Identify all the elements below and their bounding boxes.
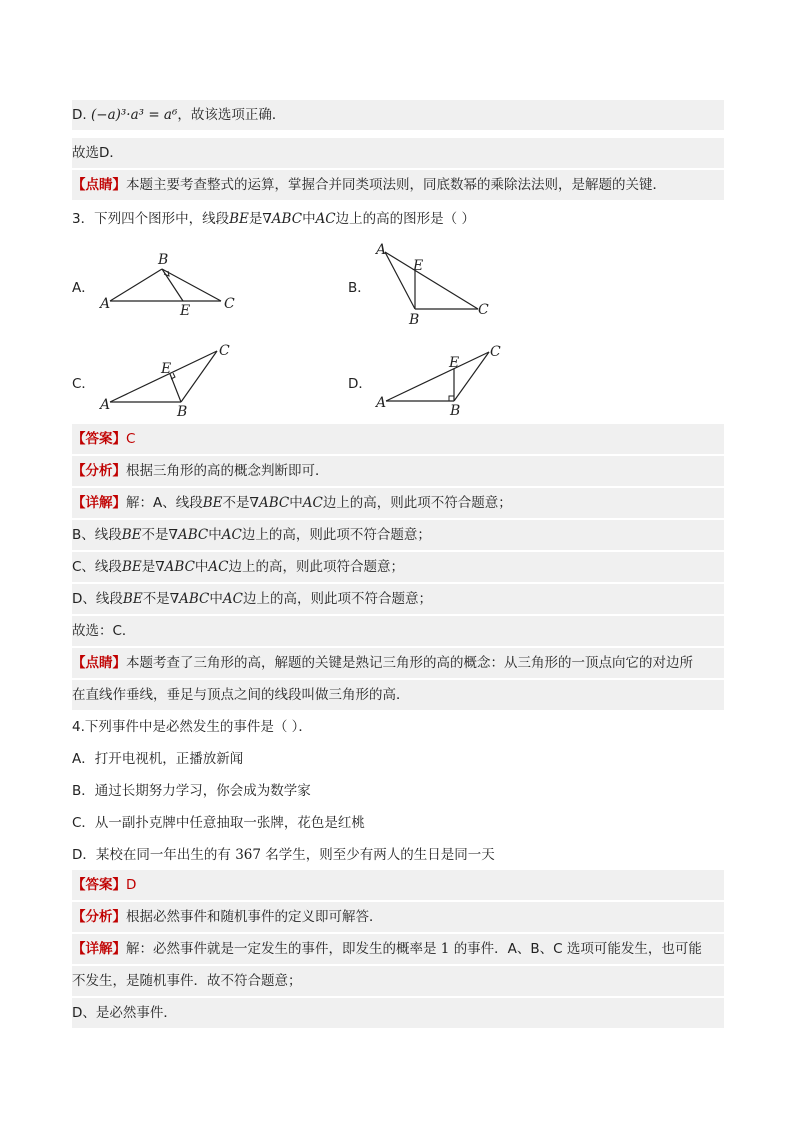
triangle-figure-b [370,240,500,330]
vertex-c-label: C [219,343,230,359]
option-d-label: D． [348,376,372,392]
q4-option-b: B．通过长期努力学习，你会成为数学家 [72,783,311,799]
triangle-figure-d [374,340,514,420]
option-c-label: C． [72,376,95,392]
q3-conclusion: 故选：C． [72,616,724,646]
q4-detail-line-3: D、是必然事件． [72,998,724,1028]
vertex-a-label: A [100,397,111,413]
answer-tag: 【答案】 [72,877,126,893]
vertex-c-label: C [478,302,489,318]
vertex-c-label: C [490,344,501,360]
vertex-e-label: E [161,361,172,377]
q4-analysis: 【分析】根据必然事件和随机事件的定义即可解答． [72,902,724,932]
comment-tag: 【点睛】 [72,177,126,193]
q4-detail-line-2: 不发生，是随机事件．故不符合题意； [72,966,724,996]
answer-tag: 【答案】 [72,431,126,447]
option-d-expression: (−a)³·a³ = a⁶ [90,107,178,123]
q3-detail-line-3: C、线段BE是∇ABC中AC边上的高，则此项符合题意； [72,552,724,582]
q3-detail-line-4: D、线段BE不是∇ABC中AC边上的高，则此项不符合题意； [72,584,724,614]
triangle-figure-a [98,250,248,320]
q4-detail-line-1: 【详解】解：必然事件就是一定发生的事件，即发生的概率是 1 的事件．A、B、C 选项可能发生，也可能 [72,934,724,964]
vertex-b-label: B [409,312,420,328]
answer-value: C [126,431,136,447]
prev-option-d: D. (−a)³·a³ = a⁶，故该选项正确． [72,100,724,130]
vertex-e-label: E [180,303,191,319]
q4-option-c: C．从一副扑克牌中任意抽取一张牌，花色是红桃 [72,815,365,831]
vertex-b-label: B [177,404,188,420]
q3-detail-line-2: B、线段BE不是∇ABC中AC边上的高，则此项不符合题意； [72,520,724,550]
detail-tag: 【详解】 [72,941,126,957]
vertex-a-label: A [376,242,387,258]
vertex-e-label: E [449,355,460,371]
q3-stem: 3．下列四个图形中，线段BE是∇ABC中AC边上的高的图形是（ ） [72,211,475,227]
analysis-tag: 【分析】 [72,909,126,925]
triangle-figure-c [98,340,248,420]
vertex-a-label: A [100,296,111,312]
option-a-label: A． [72,280,95,296]
q3-answer [72,424,724,454]
q4-option-d: D．某校在同一年出生的有 367 名学生，则至少有两人的生日是同一天 [72,847,495,863]
comment-tag: 【点睛】 [72,655,126,671]
q3-detail-line-1: 【详解】解：A、线段BE不是∇ABC中AC边上的高，则此项不符合题意； [72,488,724,518]
option-b-label: B． [348,280,371,296]
q4-option-a: A．打开电视机，正播放新闻 [72,751,244,767]
prev-conclusion: 故选D． [72,138,724,168]
analysis-tag: 【分析】 [72,463,126,479]
answer-value: D [126,877,137,893]
q4-answer [72,870,724,900]
vertex-c-label: C [224,296,235,312]
detail-tag: 【详解】 [72,495,126,511]
q4-stem: 4.下列事件中是必然发生的事件是（ ）． [72,719,312,735]
q3-comment-line-2: 在直线作垂线，垂足与顶点之间的线段叫做三角形的高． [72,680,724,710]
prev-comment: 【点睛】本题主要考查整式的运算，掌握合并同类项法则，同底数幂的乘除法法则，是解题的关键． [72,170,724,200]
vertex-e-label: E [413,258,424,274]
vertex-b-label: B [158,252,169,268]
q3-analysis: 【分析】根据三角形的高的概念判断即可． [72,456,724,486]
q3-comment-line-1: 【点睛】本题考查了三角形的高，解题的关键是熟记三角形的高的概念：从三角形的一顶点向它的对边所 [72,648,724,678]
vertex-a-label: A [376,395,387,411]
vertex-b-label: B [450,403,461,419]
